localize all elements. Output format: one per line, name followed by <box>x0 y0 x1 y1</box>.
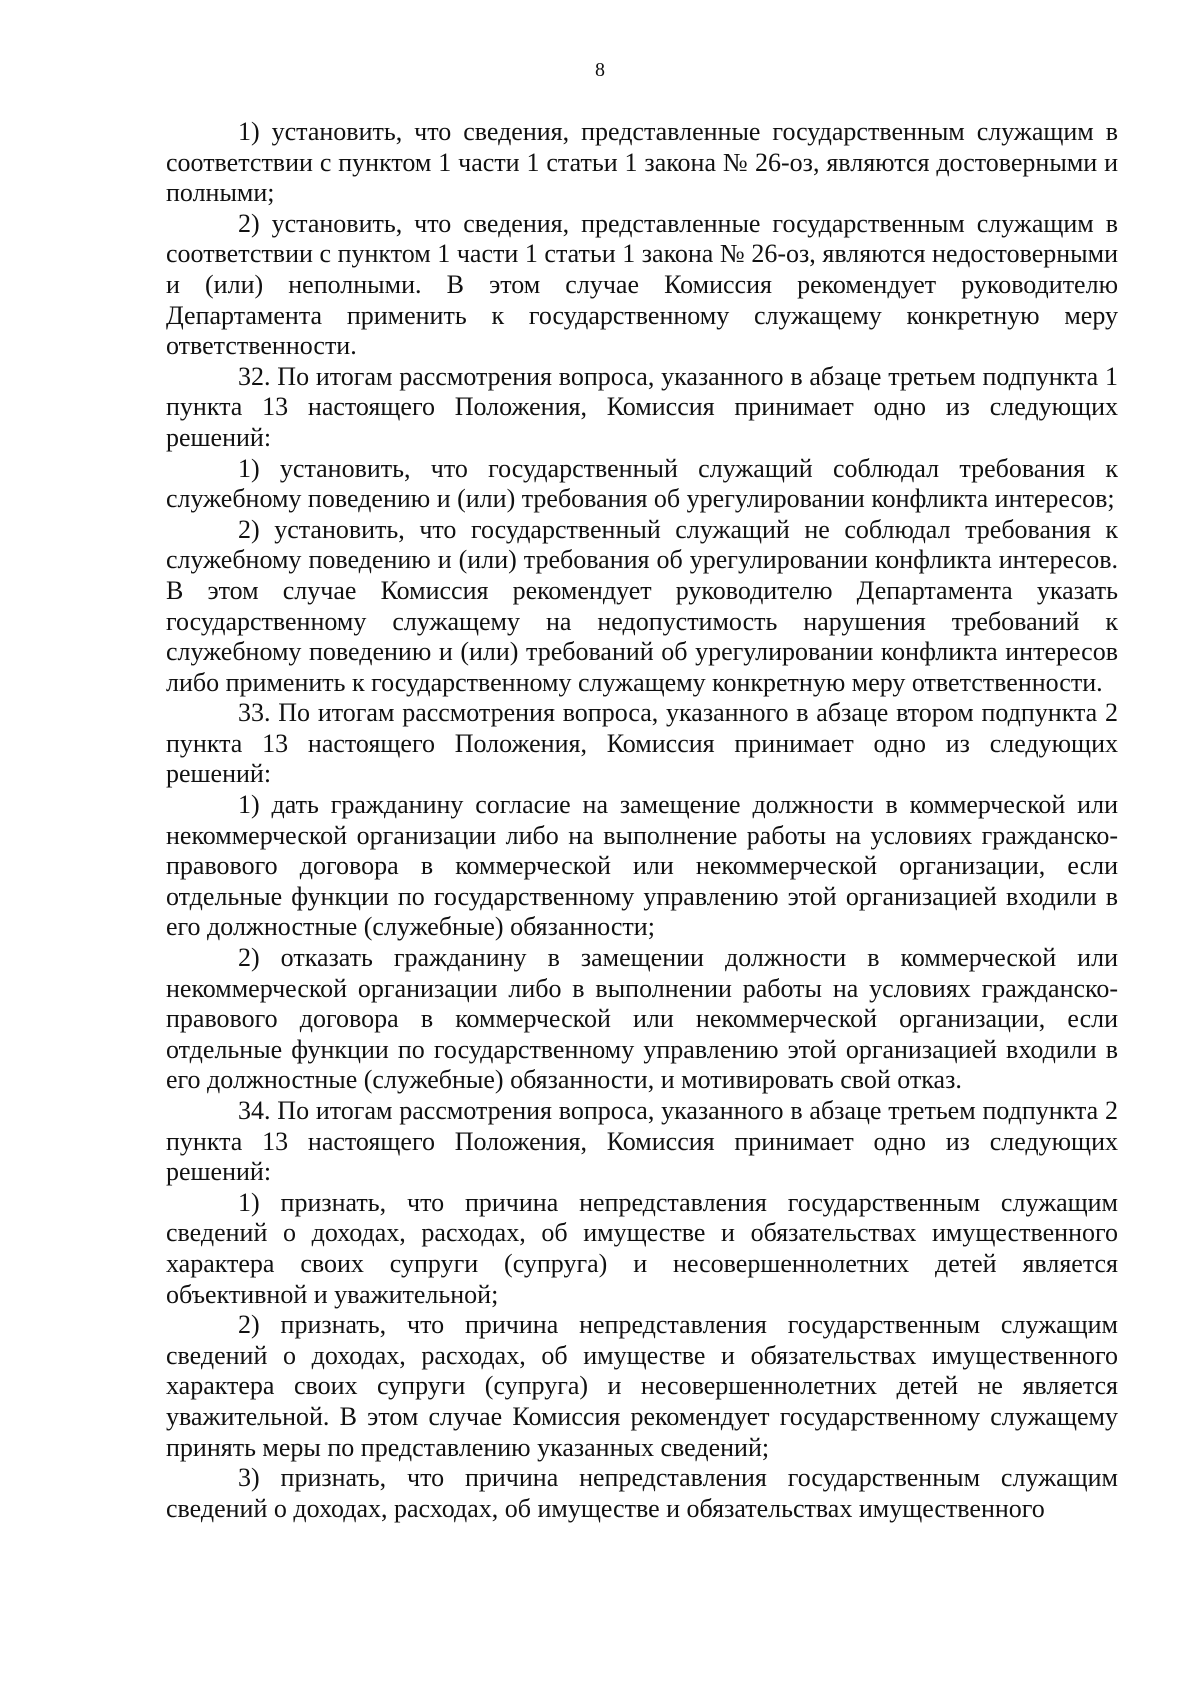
paragraph-clause-32: 32. По итогам рассмотрения вопроса, указанного в абзаце третьем подпункта 1 пункта 13 настоящего Положения, Комиссия принимает одно из следующих решений: <box>166 361 1118 452</box>
paragraph-clause-34: 34. По итогам рассмотрения вопроса, указанного в абзаце третьем подпункта 2 пункта 13 настоящего Положения, Комиссия принимает одно из следующих решений: <box>166 1096 1118 1187</box>
paragraph-item-2-reason-invalid: 2) признать, что причина непредставления государственным служащим сведений о доходах, расходах, об имуществе и обязательствах имущественного характера своих супруги (супруга) и несовершеннолетних детей не является уважительной. В этом случае Комиссия рекомендует государственному служащему принять меры по представлению указанных сведений; <box>166 1310 1118 1462</box>
paragraph-item-2-established-unreliable: 2) установить, что сведения, представленные государственным служащим в соответствии с пунктом 1 части 1 статьи 1 закона № 26-оз, являются недостоверными и (или) неполными. В этом случае Комиссия рекомендует руководителю Департамента применить к государственному служащему конкретную меру ответственности. <box>166 208 1118 361</box>
paragraph-item-2-not-complied: 2) установить, что государственный служащий не соблюдал требования к служебному поведению и (или) требования об урегулировании конфликта интересов. В этом случае Комиссия рекомендует руководителю Департамента указать государственному служащему на недопустимость нарушения требований к служебному поведению и (или) требований об урегулировании конфликта интересов либо применить к государственному служащему конкретную меру ответственности. <box>166 514 1118 697</box>
paragraph-item-1-complied: 1) установить, что государственный служащий соблюдал требования к служебному поведению и (или) требования об урегулировании конфликта интересов; <box>166 453 1118 514</box>
paragraph-item-1-reason-valid: 1) признать, что причина непредставления государственным служащим сведений о доходах, расходах, об имуществе и обязательствах имущественного характера своих супруги (супруга) и несовершеннолетних детей является объективной и уважительной; <box>166 1187 1118 1309</box>
page-number: 8 <box>595 59 605 81</box>
paragraph-item-1-give-consent: 1) дать гражданину согласие на замещение должности в коммерческой или некоммерческой организации либо на выполнение работы на условиях гражданско-правового договора в коммерческой или некоммерческой организации, если отдельные функции по государственному управлению этой организацией входили в его должностные (служебные) обязанности; <box>166 790 1118 942</box>
paragraph-item-3-reason-continued: 3) признать, что причина непредставления государственным служащим сведений о доходах, расходах, об имуществе и обязательствах имущественного <box>166 1463 1118 1523</box>
document-body <box>166 117 1118 1524</box>
paragraph-clause-33: 33. По итогам рассмотрения вопроса, указанного в абзаце втором подпункта 2 пункта 13 настоящего Положения, Комиссия принимает одно из следующих решений: <box>166 698 1118 789</box>
paragraph-item-1-established-reliable: 1) установить, что сведения, представленные государственным служащим в соответствии с пунктом 1 части 1 статьи 1 закона № 26-оз, являются достоверными и полными; <box>166 117 1118 208</box>
paragraph-item-2-refuse: 2) отказать гражданину в замещении должности в коммерческой или некоммерческой организации либо в выполнении работы на условиях гражданско-правового договора в коммерческой или некоммерческой организации, если отдельные функции по государственному управлению этой организацией входили в его должностные (служебные) обязанности, и мотивировать свой отказ. <box>166 943 1118 1095</box>
